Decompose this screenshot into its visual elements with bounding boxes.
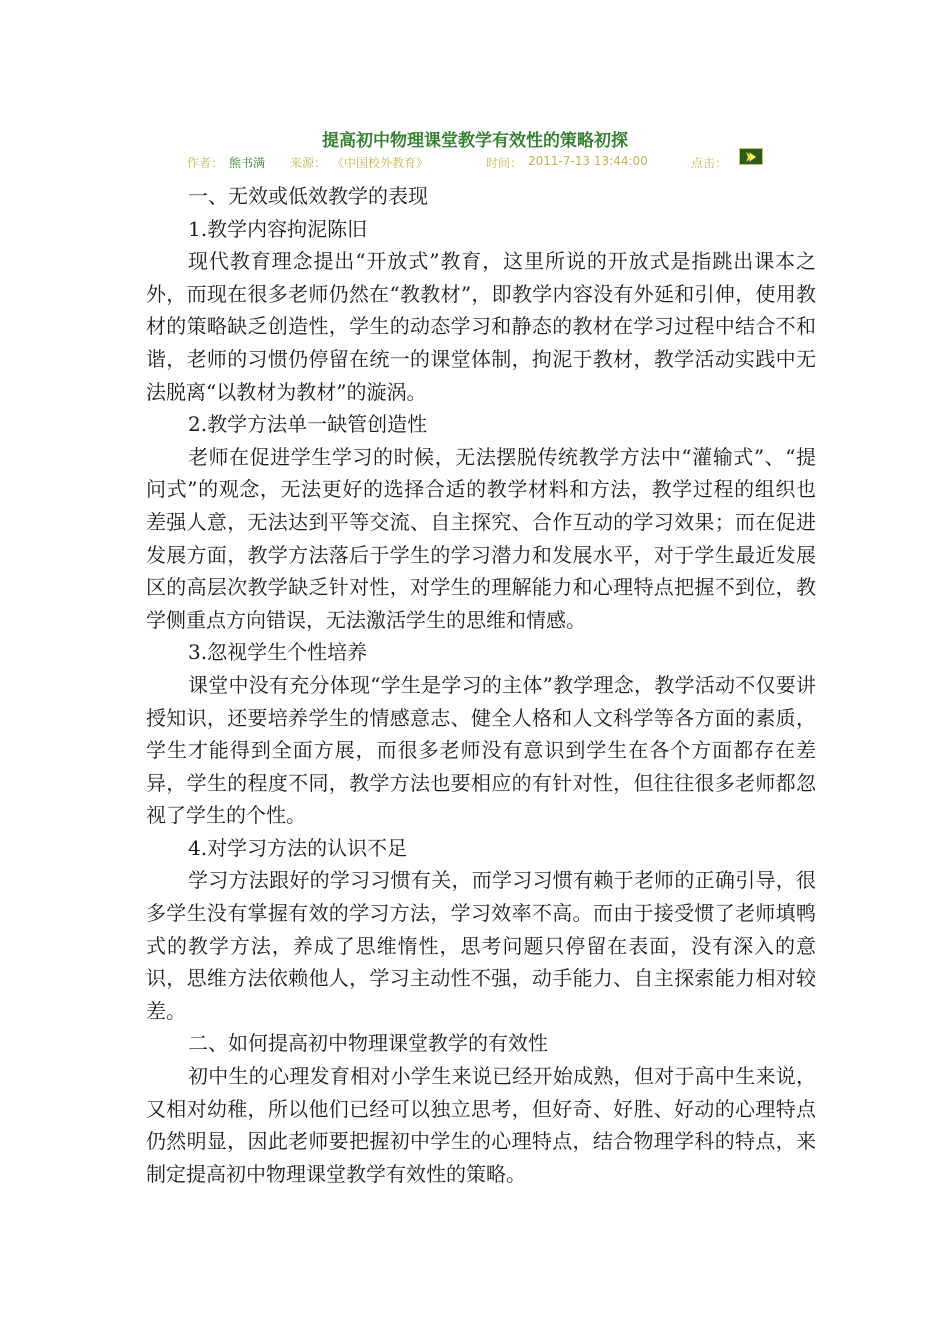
section-heading: 一、无效或低效教学的表现 bbox=[188, 184, 428, 208]
time-label: 时间： bbox=[486, 156, 523, 170]
section-heading: 二、如何提高初中物理课堂教学的有效性 bbox=[188, 1031, 548, 1056]
subsection-heading: 2.教学方法单一缺管创造性 bbox=[188, 412, 428, 437]
author-label: 作者： bbox=[187, 156, 224, 170]
body-paragraph: 课堂中没有充分体现“学生是学习的主体”教学理念，教学活动不仅要讲授知识，还要培养学生的情感意志、健全人格和人文科学等各方面的素质，学生才能得到全面方展，而很多老师没有意识到学生在各个方面都存在差异，学生的程度不同，教学方法也要相应的有针对性，但往往很多老师都忽视了学生的个性。 bbox=[146, 672, 816, 828]
arrow-icon[interactable] bbox=[739, 148, 763, 165]
source-label: 来源： bbox=[290, 156, 327, 170]
article-body bbox=[146, 180, 816, 1190]
author-name[interactable]: 熊书满 bbox=[229, 156, 266, 170]
subsection-heading: 3.忽视学生个性培养 bbox=[188, 640, 368, 665]
subsection-heading: 1.教学内容拘泥陈旧 bbox=[188, 216, 368, 241]
time-value: 2011-7-13 13:44:00 bbox=[528, 154, 648, 168]
body-paragraph: 学习方法跟好的学习习惯有关，而学习习惯有赖于老师的正确引导，很多学生没有掌握有效的学习方法，学习效率不高。而由于接受惯了老师填鸭式的教学方法，养成了思维惰性，思考问题只停留在表面，没有深入的意识，思维方法依赖他人，学习主动性不强，动手能力、自主探索能力相对较差。 bbox=[146, 868, 816, 1023]
article-title: 提高初中物理课堂教学有效性的策略初探 bbox=[322, 131, 628, 151]
body-paragraph: 老师在促进学生学习的时候，无法摆脱传统教学方法中“灌输式”、“提问式”的观念，无法更好的选择合适的教学材料和方法，教学过程的组织也差强人意，无法达到平等交流、自主探究、合作互动的学习效果；而在促进发展方面，教学方法落后于学生的学习潜力和发展水平，对于学生最近发展区的高层次教学缺乏针对性，对学生的理解能力和心理特点把握不到位，教学侧重点方向错误，无法激活学生的思维和情感。 bbox=[146, 444, 816, 632]
clicks-label: 点击： bbox=[691, 156, 728, 170]
subsection-heading: 4.对学习方法的认识不足 bbox=[188, 835, 408, 860]
body-paragraph: 现代教育理念提出“开放式”教育，这里所说的开放式是指跳出课本之外，而现在很多老师仍然在“教教材”，即教学内容没有外延和引伸，使用教材的策略缺乏创造性，学生的动态学习和静态的教材在学习过程中结合不和谐，老师的习惯仍停留在统一的课堂体制，拘泥于教材，教学活动实践中无法脱离“以教材为教材”的漩涡。 bbox=[146, 249, 816, 404]
source-name: 《中国校外教育》 bbox=[332, 156, 429, 170]
body-paragraph: 初中生的心理发育相对小学生来说已经开始成熟，但对于高中生来说，又相对幼稚，所以他们已经可以独立思考，但好奇、好胜、好动的心理特点仍然明显，因此老师要把握初中学生的心理特点，结合物理学科的特点，来制定提高初中物理课堂教学有效性的策略。 bbox=[146, 1064, 816, 1186]
article-meta bbox=[0, 152, 950, 174]
